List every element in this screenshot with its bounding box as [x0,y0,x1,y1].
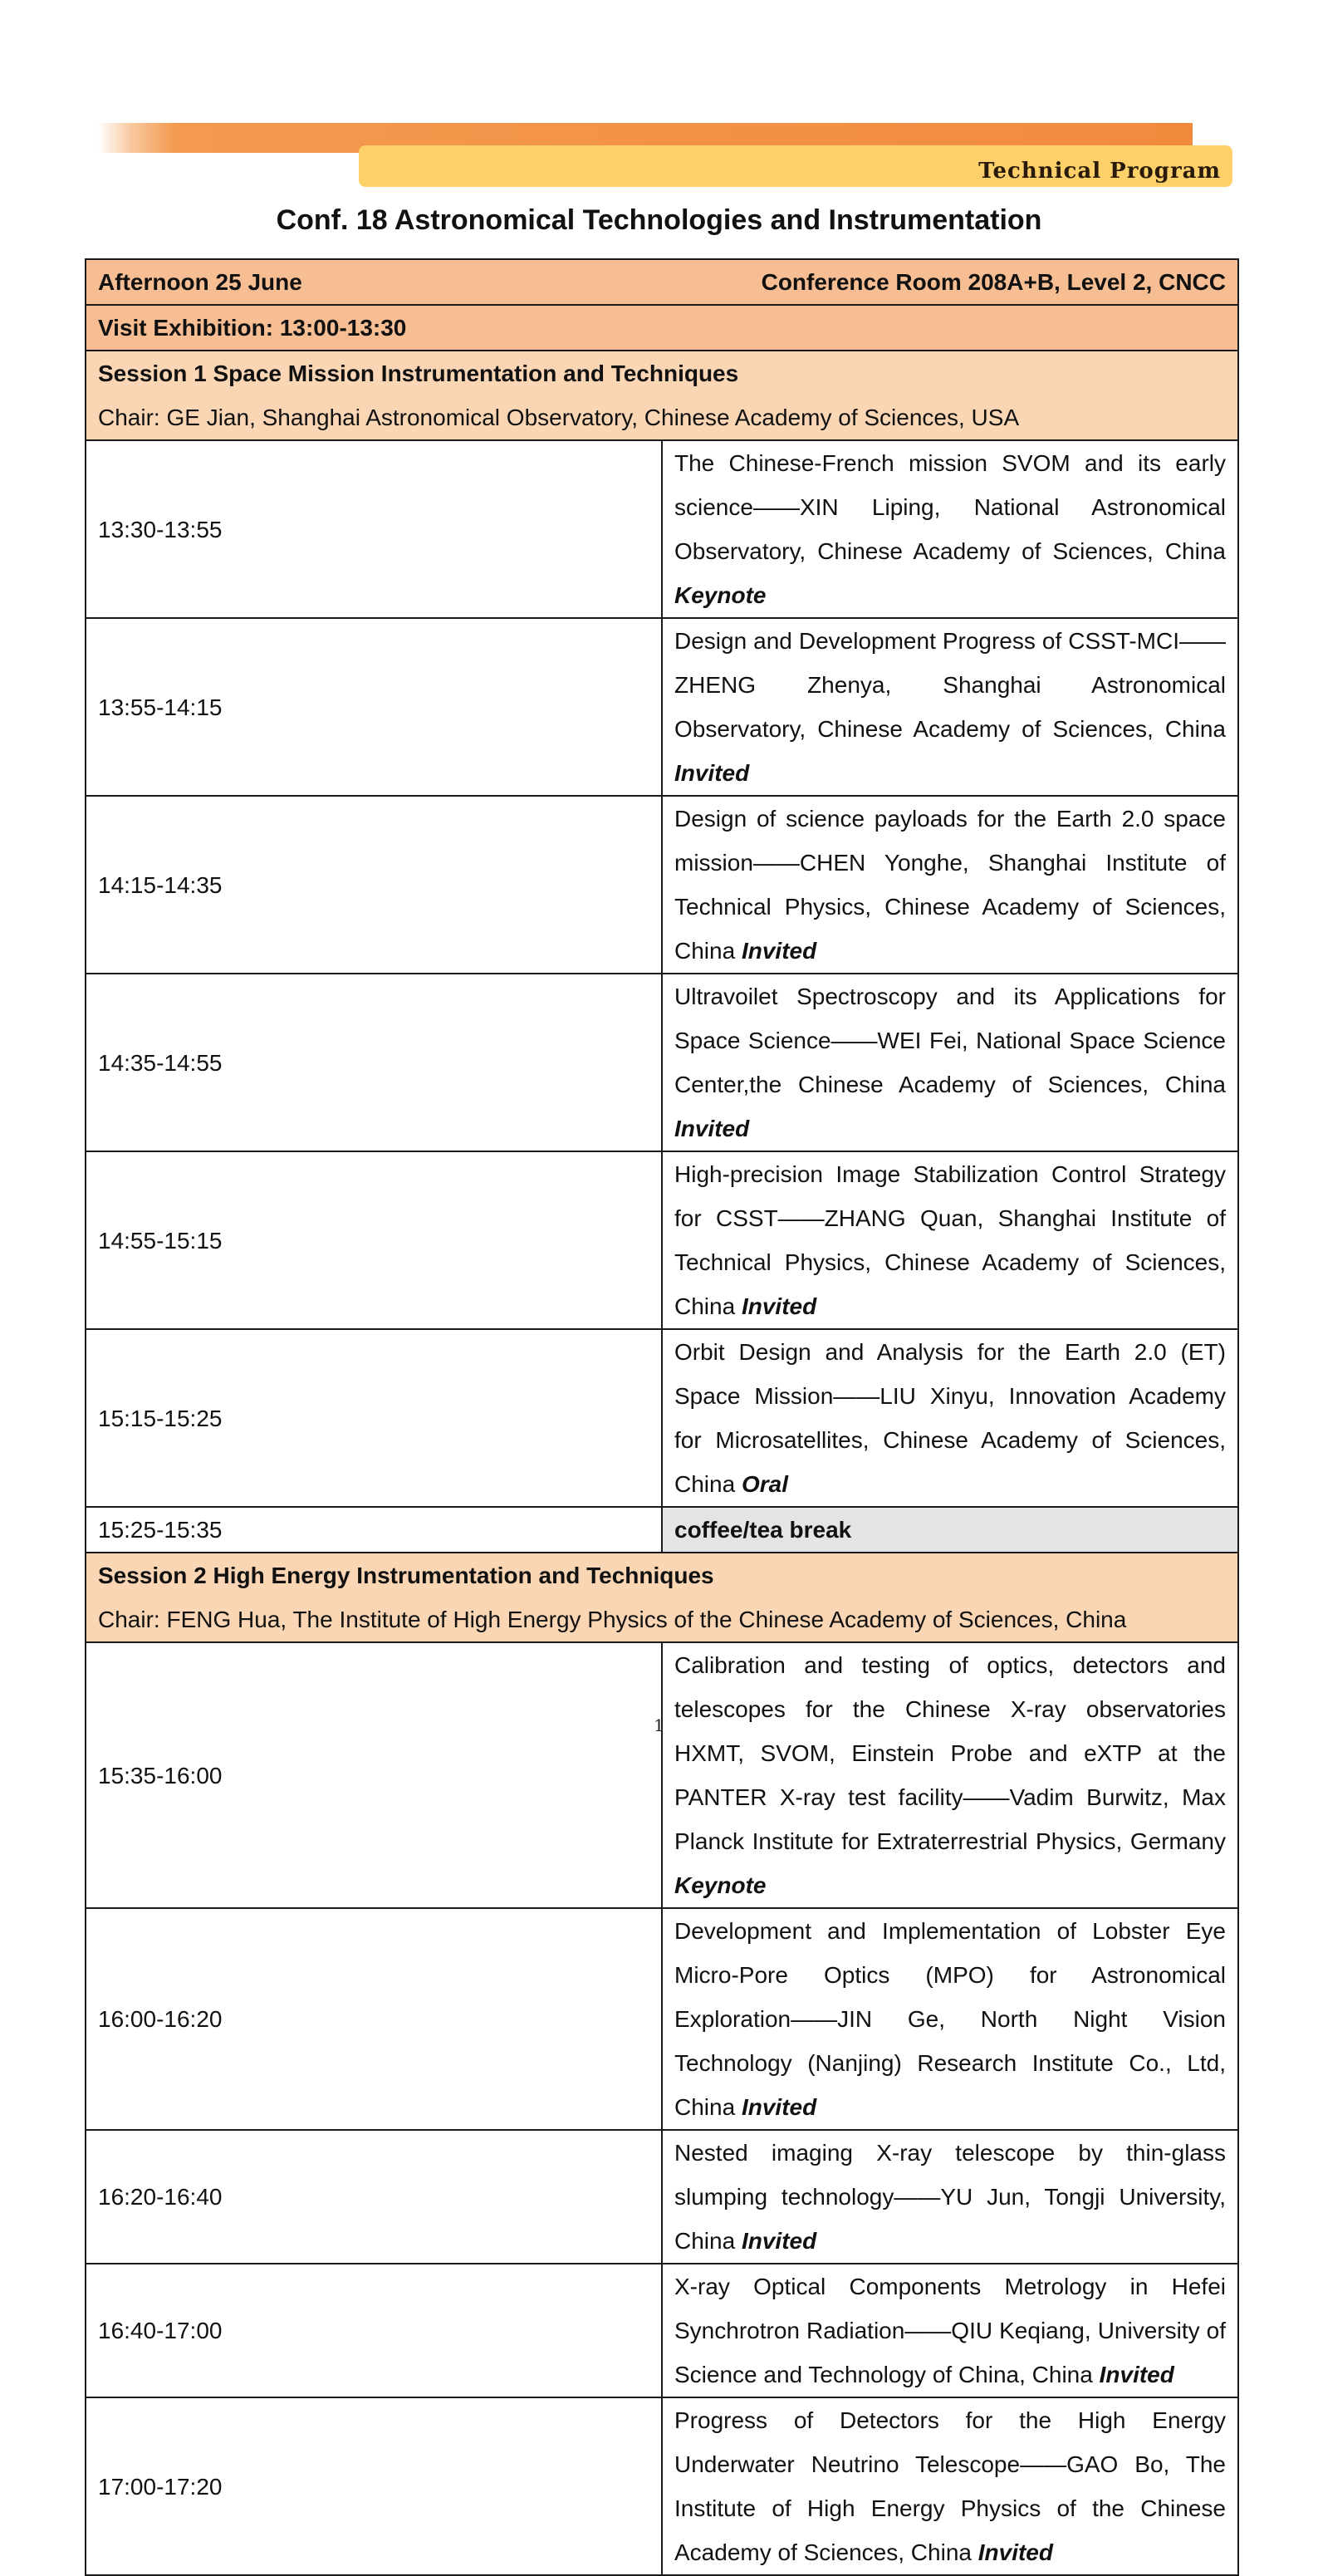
talk-details [662,2397,1238,2575]
talk-role: Invited [674,1116,750,1141]
talk-text: Development and Implementation of Lobster Eye Micro-Pore Optics (MPO) for Astronomical Exploration——JIN Ge, North Night Vision Technology (Nanjing) Research Institute Co., Ltd, China [674,1918,1226,2120]
talk-time: 13:55-14:15 [86,618,662,796]
talk-time: 14:35-14:55 [86,974,662,1151]
talk-row [86,974,1238,1151]
header-date: Afternoon 25 June [98,269,302,295]
talk-time: 15:15-15:25 [86,1329,662,1507]
talk-text: Orbit Design and Analysis for the Earth 2.0 (ET) Space Mission——LIU Xinyu, Innovation Academy for Microsatellites, Chinese Academy of Sciences, China [674,1339,1226,1497]
talk-text: Ultravoilet Spectroscopy and its Applications for Space Science——WEI Fei, National Space Science Center,the Chinese Academy of Sciences, China [674,984,1226,1097]
talk-role: Invited [741,2094,817,2120]
talk-role: Oral [741,1471,788,1497]
talk-role: Invited [977,2539,1053,2565]
talk-details [662,1151,1238,1329]
talk-text: Nested imaging X-ray telescope by thin-glass slumping technology——YU Jun, Tongji University, China [674,2140,1226,2254]
talk-time: 14:15-14:35 [86,796,662,974]
talk-text: High-precision Image Stabilization Control Strategy for CSST——ZHANG Quan, Shanghai Institute of Technical Physics, Chinese Academy of Sciences, China [674,1161,1226,1319]
talk-role: Keynote [674,1872,767,1898]
talk-row [86,2397,1238,2575]
talk-time: 14:55-15:15 [86,1151,662,1329]
talk-text: Progress of Detectors for the High Energy Underwater Neutrino Telescope——GAO Bo, The Institute of High Energy Physics of the Chinese Academy of Sciences, China [674,2407,1226,2565]
talk-details [662,2264,1238,2397]
page-number: 1 [654,1715,664,1735]
talk-row [86,796,1238,974]
talk-time: 13:30-13:55 [86,440,662,618]
talk-role: Invited [741,2228,817,2254]
talk-role: Invited [1099,2362,1174,2387]
talk-role: Keynote [674,582,767,608]
session-header [86,1553,1238,1642]
talk-text: X-ray Optical Components Metrology in Hefei Synchrotron Radiation——QIU Keqiang, University of Science and Technology of China, China [674,2274,1226,2387]
talk-text: Calibration and testing of optics, detectors and telescopes for the Chinese X-ray observatories HXMT, SVOM, Einstein Probe and eXTP at the PANTER X-ray test facility——Vadim Burwitz, Max Planck Institute for Extraterrestrial Physics, Germany [674,1652,1226,1854]
talk-details [662,1908,1238,2130]
talk-row [86,1329,1238,1507]
talk-text: The Chinese-French mission SVOM and its early science——XIN Liping, National Astronomical Observatory, Chinese Academy of Sciences, China [674,450,1226,564]
talk-details [662,1329,1238,1507]
break-row [86,1507,1238,1553]
talk-row [86,618,1238,796]
talk-details [662,618,1238,796]
banner-label: Technical Program [978,159,1221,184]
talk-details [662,1642,1238,1908]
talk-details [662,440,1238,618]
talk-row [86,2264,1238,2397]
break-time: 15:25-15:35 [86,1507,662,1553]
session-title: Session 2 High Energy Instrumentation and Techniques [98,1563,714,1588]
talk-time: 17:00-17:20 [86,2397,662,2575]
talk-time: 15:35-16:00 [86,1642,662,1908]
header-row [86,259,1238,305]
talk-row [86,2130,1238,2264]
visit-exhibition: Visit Exhibition: 13:00-13:30 [86,305,1238,351]
program-table [85,258,1239,2576]
talk-role: Invited [674,760,750,786]
talk-role: Invited [741,1293,817,1319]
talk-details [662,796,1238,974]
talk-text: Design of science payloads for the Earth 2.0 space mission——CHEN Yonghe, Shanghai Institute of Technical Physics, Chinese Academy of Sciences, China [674,806,1226,964]
talk-time: 16:20-16:40 [86,2130,662,2264]
visit-row [86,305,1238,351]
session-header [86,351,1238,440]
session-chair: Chair: FENG Hua, The Institute of High Energy Physics of the Chinese Academy of Sciences, China [98,1607,1127,1632]
talk-row [86,440,1238,618]
header-room: Conference Room 208A+B, Level 2, CNCC [761,269,1226,295]
talk-text: Design and Development Progress of CSST-MCI——ZHENG Zhenya, Shanghai Astronomical Observatory, Chinese Academy of Sciences, China [674,628,1226,742]
page-title: Conf. 18 Astronomical Technologies and Instrumentation [276,204,1042,236]
break-label: coffee/tea break [662,1507,1238,1553]
session-chair: Chair: GE Jian, Shanghai Astronomical Observatory, Chinese Academy of Sciences, USA [98,405,1020,430]
talk-role: Invited [741,938,817,964]
talk-details [662,974,1238,1151]
session-title: Session 1 Space Mission Instrumentation and Techniques [98,361,739,386]
talk-row [86,1642,1238,1908]
talk-details [662,2130,1238,2264]
talk-row [86,1908,1238,2130]
banner-tab [359,145,1232,187]
talk-time: 16:00-16:20 [86,1908,662,2130]
talk-time: 16:40-17:00 [86,2264,662,2397]
talk-row [86,1151,1238,1329]
